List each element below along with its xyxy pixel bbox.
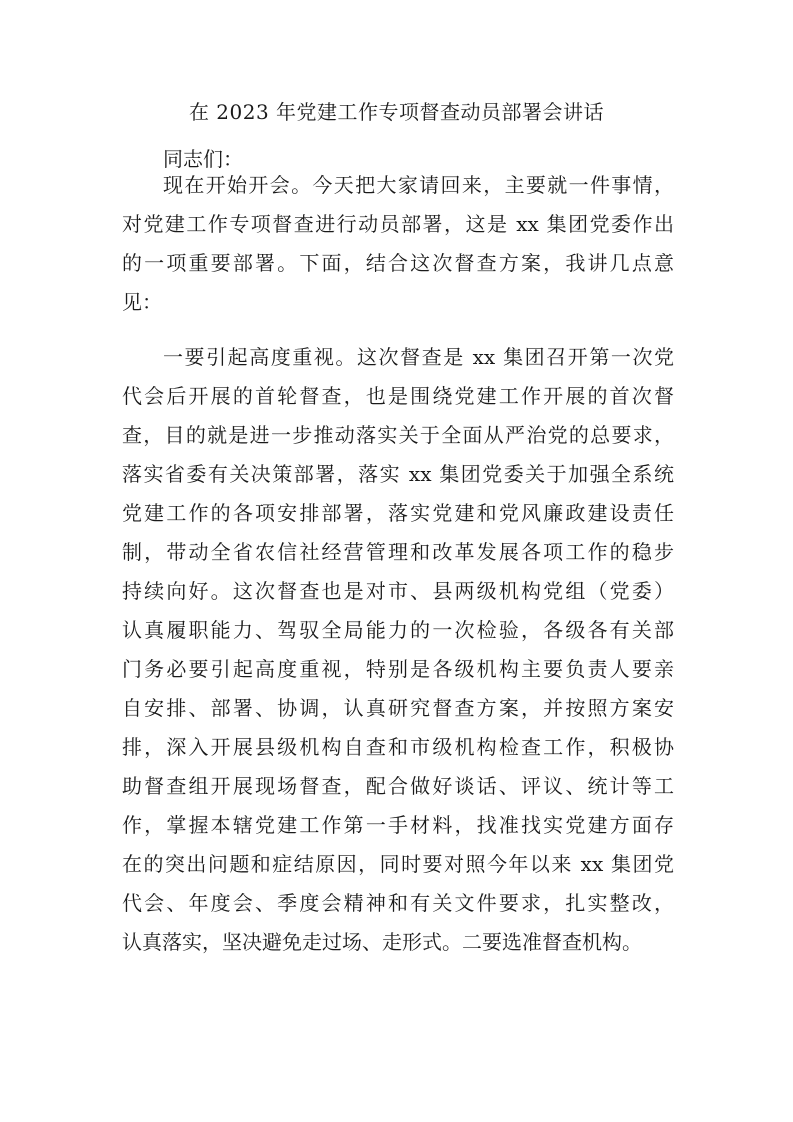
paragraph-line: 见： <box>122 290 162 314</box>
paragraph-line: 制，带动全省农信社经营管理和改革发展各项工作的稳步 <box>122 540 674 564</box>
paragraph-line: 作，掌握本辖党建工作第一手材料，找准找实党建方面存 <box>122 813 674 837</box>
paragraph-opening <box>122 166 674 322</box>
paragraph-line: 认真履职能力、驾驭全局能力的一次检验，各级各有关部 <box>122 618 674 642</box>
paragraph-line: 助督查组开展现场督查，配合做好谈话、评议、统计等工 <box>122 774 674 798</box>
paragraph-line: 对党建工作专项督查进行动员部署，这是 xx 集团党委作出 <box>122 212 674 236</box>
paragraph-line: 党建工作的各项安排部署，落实党建和党风廉政建设责任 <box>122 501 674 525</box>
paragraph-line: 的一项重要部署。下面，结合这次督查方案，我讲几点意 <box>122 251 674 275</box>
paragraph-line: 自安排、部署、协调，认真研究督查方案，并按照方案安 <box>122 696 674 720</box>
paragraph-line: 门务必要引起高度重视，特别是各级机构主要负责人要亲 <box>122 657 674 681</box>
paragraph-line: 一要引起高度重视。这次督查是 xx 集团召开第一次党 <box>163 345 674 369</box>
paragraph-line: 排，深入开展县级机构自查和市级机构检查工作，积极协 <box>122 735 674 759</box>
paragraph-line: 现在开始开会。今天把大家请回来，主要就一件事情， <box>163 173 674 197</box>
paragraph-line: 认真落实，坚决避免走过场、走形式。二要选准督查机构。 <box>122 930 642 954</box>
paragraph-line: 代会后开展的首轮督查，也是围绕党建工作开展的首次督 <box>122 384 674 408</box>
paragraph-line: 查，目的就是进一步推动落实关于全面从严治党的总要求， <box>122 423 674 447</box>
paragraph-line: 落实省委有关决策部署，落实 xx 集团党委关于加强全系统 <box>122 462 674 486</box>
paragraph-point-one <box>122 338 674 962</box>
greeting: 同志们： <box>163 147 243 171</box>
paragraph-line: 代会、年度会、季度会精神和有关文件要求，扎实整改， <box>122 891 674 915</box>
paragraph-line: 在的突出问题和症结原因，同时要对照今年以来 xx 集团党 <box>122 852 674 876</box>
paragraph-line: 持续向好。这次督查也是对市、县两级机构党组（党委） <box>122 579 674 603</box>
document-title: 在 2023 年党建工作专项督查动员部署会讲话 <box>188 100 605 124</box>
